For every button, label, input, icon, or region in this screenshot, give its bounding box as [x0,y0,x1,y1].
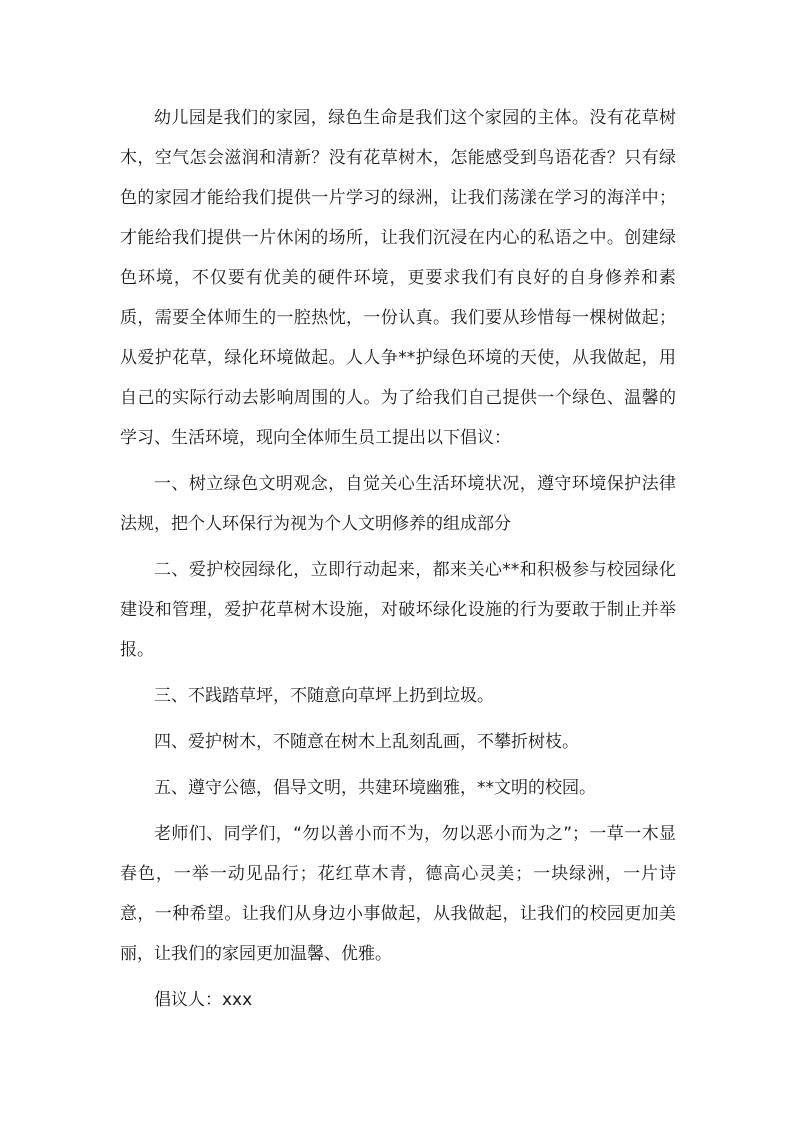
signature-line: 倡议人：xxx [154,990,253,1010]
paragraph-proposal-1: 一、树立绿色文明观念，自觉关心生活环境状况，遵守环境保护法律法规，把个人环保行为视为个人文明修养的组成部分 [120,474,676,534]
paragraph-proposal-3: 三、不践踏草坪，不随意向草坪上扔到垃圾。 [154,686,494,706]
paragraph-closing: 老师们、同学们，“勿以善小而不为，勿以恶小而为之”；一草一木显春色，一举一动见品行；花红草木青，德高心灵美；一块绿洲，一片诗意，一种希望。让我们从身边小事做起，从我做起，让我们的校园更加美丽，让我们的家园更加温馨、优雅。 [120,824,676,964]
paragraph-proposal-4: 四、爱护树木，不随意在树木上乱刻乱画，不攀折树枝。 [154,732,579,752]
paragraph-proposal-2: 二、爱护校园绿化，立即行动起来，都来关心**和积极参与校园绿化建设和管理，爱护花草树木设施，对破坏绿化设施的行为要敢于制止并举报。 [120,560,676,660]
paragraph-intro: 幼儿园是我们的家园，绿色生命是我们这个家园的主体。没有花草树木，空气怎会滋润和清新？没有花草树木，怎能感受到鸟语花香？只有绿色的家园才能给我们提供一片学习的绿洲，让我们荡漾在学习的海洋中；才能给我们提供一片休闲的场所，让我们沉浸在内心的私语之中。创建绿色环境，不仅要有优美的硬件环境，更要求我们有良好的自身修养和素质，需要全体师生的一腔热忱，一份认真。我们要从珍惜每一棵树做起；从爱护花草，绿化环境做起。人人争**护绿色环境的天使，从我做起，用自己的实际行动去影响周围的人。为了给我们自己提供一个绿色、温馨的学习、生活环境，现向全体师生员工提出以下倡议： [120,108,676,448]
paragraph-proposal-5: 五、遵守公德，倡导文明，共建环境幽雅，**文明的校园。 [154,778,596,798]
document-body [120,98,676,1026]
